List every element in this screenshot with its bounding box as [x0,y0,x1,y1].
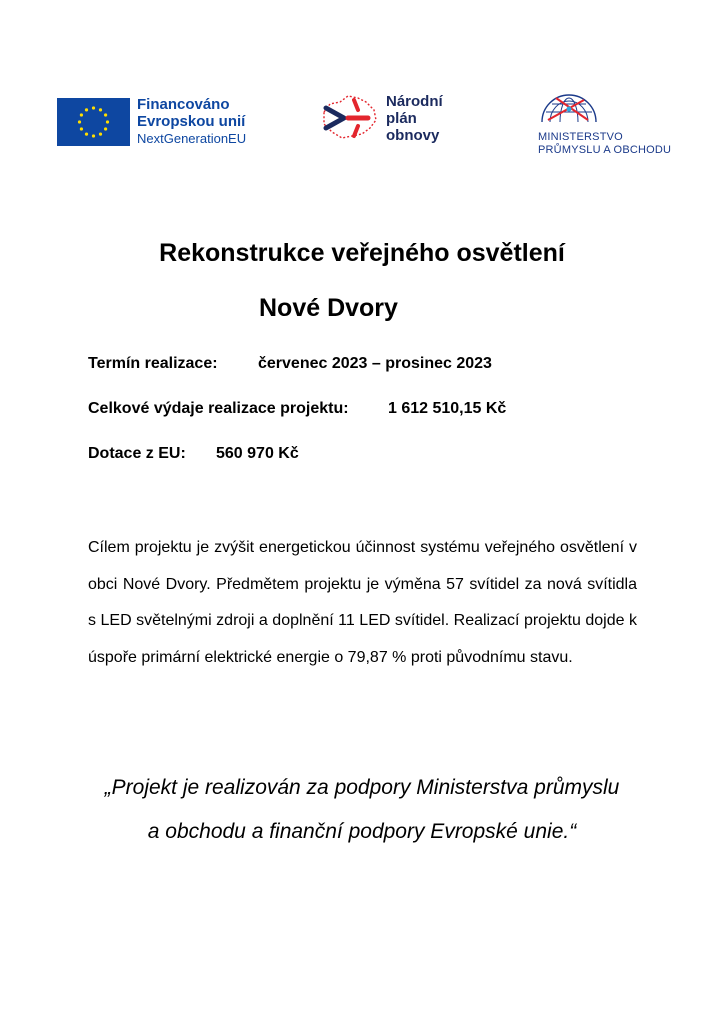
npo-logo-line2: plán [386,109,417,127]
eu-logo-line3: NextGenerationEU [137,131,247,146]
npo-map-icon [318,90,380,146]
quote-line1: „Projekt je realizován za podpory Ministerstva průmyslu [104,776,620,799]
npo-logo-line3: obnovy [386,126,440,144]
eu-logo-line2: Evropskou unií [137,113,246,130]
eu-funding-logo [57,96,246,147]
grant-label: Dotace z EU: [88,445,186,462]
cost-value: 1 612 510,15 Kč [388,400,507,417]
npo-logo [318,90,443,146]
mpo-logo-line2: PRŮMYSLU A OBCHODU [538,144,672,156]
cost-label: Celkové výdaje realizace projektu: [88,400,349,417]
cost-row [88,400,507,418]
eu-flag-icon [57,98,130,146]
project-description: Cílem projektu je zvýšit energetickou účinnost systému veřejného osvětlení v obci Nové Dvory. Předmětem projektu je výměna 57 svítidel za nová svítidla s LED světelnými zdroji a doplnění 11 LED svítidel. Realizací projektu dojde k úspoře primární elektrické energie o 79,87 % proti původnímu stavu. [88,539,637,666]
grant-row [88,445,299,463]
mpo-globe-icon [538,94,600,124]
mpo-logo-line1: MINISTERSTVO [538,131,623,143]
term-row [88,355,492,373]
quote-line2: a obchodu a finanční podpory Evropské unie.“ [147,820,577,843]
term-value: červenec 2023 – prosinec 2023 [258,355,492,372]
eu-logo-line1: Financováno [137,96,230,113]
document-title: Rekonstrukce veřejného osvětlení [159,239,565,267]
funding-quote [60,766,664,854]
npo-logo-line1: Národní [386,92,443,110]
document-subtitle: Nové Dvory [259,294,398,322]
term-label: Termín realizace: [88,355,218,372]
grant-value: 560 970 Kč [216,445,299,462]
mpo-logo [538,94,678,157]
